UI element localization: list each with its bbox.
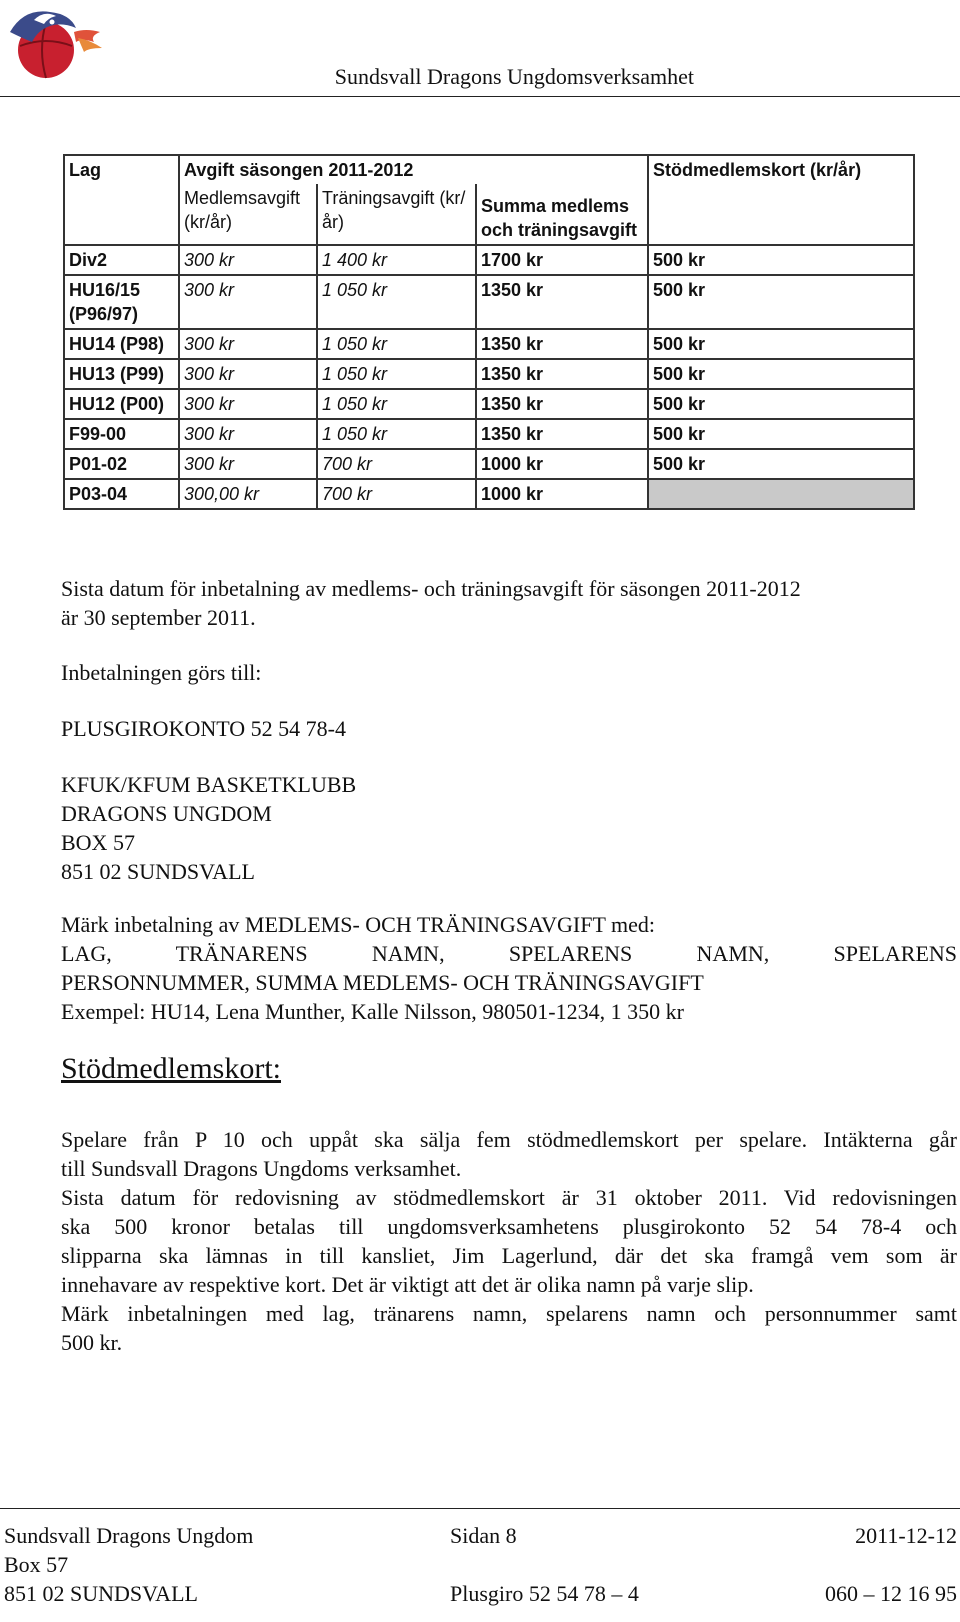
support-card-paragraph (61, 1125, 957, 1357)
cell-traningsavgift: 700 kr (317, 449, 476, 479)
footer-date: 2011-12-12 (855, 1523, 957, 1548)
address-line: BOX 57 (61, 830, 135, 855)
cell-traningsavgift: 1 050 kr (317, 419, 476, 449)
cell-lag: P01-02 (64, 449, 179, 479)
footer-divider (0, 1508, 960, 1509)
table-row (64, 449, 914, 479)
cell-summa: 1350 kr (476, 329, 648, 359)
table-row (64, 245, 914, 275)
table-row (64, 329, 914, 359)
cell-medlemsavgift: 300 kr (179, 449, 317, 479)
marking-line: LAG, TRÄNARENS NAMN, SPELARENS NAMN, SPELARENS (61, 941, 957, 966)
address-line: 851 02 SUNDSVALL (61, 859, 255, 884)
page-footer (4, 1521, 957, 1608)
header-title: Sundsvall Dragons Ungdomsverksamhet (334, 64, 694, 89)
plusgiro-account: PLUSGIROKONTO 52 54 78-4 (61, 716, 346, 741)
cell-summa: 1700 kr (476, 245, 648, 275)
table-header-row-1 (64, 155, 914, 184)
table-row (64, 359, 914, 389)
col-header-medlemsavgift: Medlemsavgift (kr/år) (179, 184, 317, 245)
payment-intro: Inbetalningen görs till: (61, 660, 262, 685)
col-header-lag: Lag (64, 155, 179, 184)
cell-summa: 1000 kr (476, 479, 648, 509)
cell-lag: HU16/15 (P96/97) (64, 275, 179, 329)
cell-lag: P03-04 (64, 479, 179, 509)
cell-stodmedlemskort: 500 kr (648, 419, 914, 449)
table-row (64, 419, 914, 449)
cell-stodmedlemskort: 500 kr (648, 329, 914, 359)
cell-stodmedlemskort-empty (648, 479, 914, 509)
table-row (64, 275, 914, 329)
cell-medlemsavgift: 300 kr (179, 245, 317, 275)
fee-table (63, 154, 915, 510)
cell-traningsavgift: 1 050 kr (317, 329, 476, 359)
footer-row (4, 1579, 957, 1608)
support-line: ska 500 kronor betalas till ungdomsverksamhetens plusgirokonto 52 54 78-4 och (61, 1214, 957, 1239)
cell-lag: HU13 (P99) (64, 359, 179, 389)
table-row (64, 479, 914, 509)
cell-lag: F99-00 (64, 419, 179, 449)
cell-medlemsavgift: 300,00 kr (179, 479, 317, 509)
cell-medlemsavgift: 300 kr (179, 329, 317, 359)
support-line: till Sundsvall Dragons Ungdoms verksamhet. (61, 1156, 462, 1181)
marking-example: Exempel: HU14, Lena Munther, Kalle Nilsson, 980501-1234, 1 350 kr (61, 999, 684, 1024)
table-row (64, 389, 914, 419)
payment-address (61, 770, 957, 886)
support-line: innehavare av respektive kort. Det är viktigt att det är olika namn på varje slip. (61, 1272, 754, 1297)
header-divider (0, 96, 960, 97)
cell-summa: 1350 kr (476, 359, 648, 389)
cell-summa: 1350 kr (476, 389, 648, 419)
cell-traningsavgift: 700 kr (317, 479, 476, 509)
support-line: Märk inbetalningen med lag, tränarens namn, spelarens namn och personnummer samt (61, 1301, 957, 1326)
address-line: KFUK/KFUM BASKETKLUBB (61, 772, 357, 797)
support-line: slipparna ska lämnas in till kansliet, Jim Lagerlund, där det ska framgå vem som är (61, 1243, 957, 1268)
support-card-heading: Stödmedlemskort: (61, 1052, 281, 1085)
cell-medlemsavgift: 300 kr (179, 359, 317, 389)
cell-lag: HU12 (P00) (64, 389, 179, 419)
cell-medlemsavgift: 300 kr (179, 275, 317, 329)
support-line: Sista datum för redovisning av stödmedlemskort är 31 oktober 2011. Vid redovisningen (61, 1185, 957, 1210)
support-line: 500 kr. (61, 1330, 123, 1355)
cell-traningsavgift: 1 050 kr (317, 389, 476, 419)
footer-city: 851 02 SUNDSVALL (4, 1581, 198, 1606)
cell-stodmedlemskort: 500 kr (648, 245, 914, 275)
support-line: Spelare från P 10 och uppåt ska sälja fem stödmedlemskort per spelare. Intäkterna går (61, 1127, 957, 1152)
footer-box: Box 57 (4, 1552, 69, 1577)
deadline-paragraph (61, 574, 957, 632)
footer-org: Sundsvall Dragons Ungdom (4, 1523, 254, 1548)
footer-phone: 060 – 12 16 95 (825, 1581, 957, 1606)
col-header-avgift: Avgift säsongen 2011-2012 (179, 155, 648, 184)
cell-medlemsavgift: 300 kr (179, 419, 317, 449)
cell-summa: 1350 kr (476, 275, 648, 329)
cell-stodmedlemskort: 500 kr (648, 359, 914, 389)
marking-line: Märk inbetalning av MEDLEMS- OCH TRÄNINGSAVGIFT med: (61, 912, 655, 937)
cell-traningsavgift: 1 050 kr (317, 359, 476, 389)
col-header-traningsavgift: Träningsavgift (kr/år) (317, 184, 476, 245)
cell-stodmedlemskort: 500 kr (648, 275, 914, 329)
footer-row (4, 1550, 957, 1579)
marking-line: PERSONNUMMER, SUMMA MEDLEMS- OCH TRÄNINGSAVGIFT (61, 970, 704, 995)
cell-lag: Div2 (64, 245, 179, 275)
col-header-summa: Summa medlems och träningsavgift (476, 184, 648, 245)
deadline-line: Sista datum för inbetalning av medlems- och träningsavgift för säsongen 2011-2012 (61, 576, 801, 601)
cell-stodmedlemskort: 500 kr (648, 449, 914, 479)
col-header-lag-blank (64, 184, 179, 245)
footer-page-number: Sidan 8 (450, 1523, 517, 1548)
cell-traningsavgift: 1 400 kr (317, 245, 476, 275)
col-header-stodmedlemskort: Stödmedlemskort (kr/år) (648, 155, 914, 245)
cell-stodmedlemskort: 500 kr (648, 389, 914, 419)
deadline-line: är 30 september 2011. (61, 605, 256, 630)
cell-traningsavgift: 1 050 kr (317, 275, 476, 329)
address-line: DRAGONS UNGDOM (61, 801, 272, 826)
dragon-basketball-logo-icon (4, 2, 108, 86)
cell-summa: 1000 kr (476, 449, 648, 479)
footer-plusgiro: Plusgiro 52 54 78 – 4 (450, 1581, 639, 1606)
cell-medlemsavgift: 300 kr (179, 389, 317, 419)
footer-row (4, 1521, 957, 1550)
cell-lag: HU14 (P98) (64, 329, 179, 359)
cell-summa: 1350 kr (476, 419, 648, 449)
payment-marking-instructions (61, 910, 957, 1026)
